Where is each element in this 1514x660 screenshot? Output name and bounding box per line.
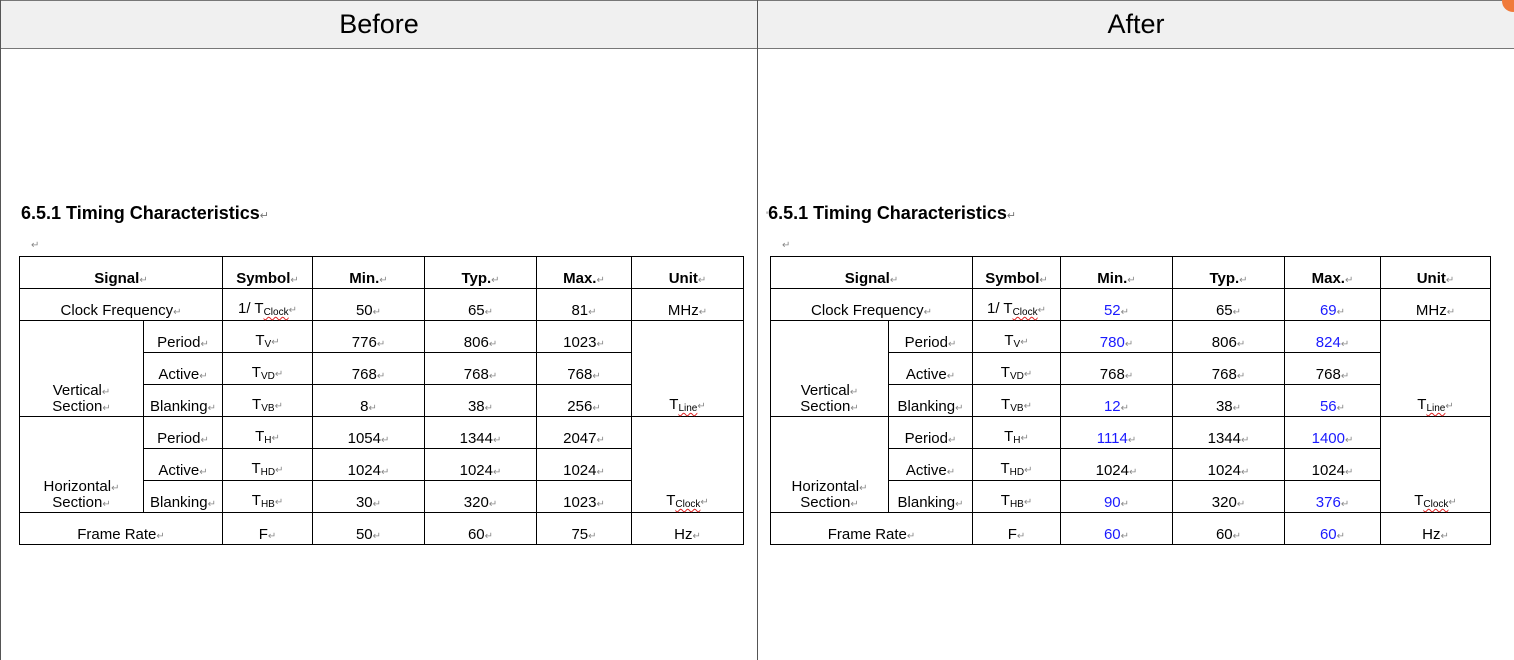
paragraph-mark: ↵ xyxy=(31,240,40,251)
symbol-cell: $T_{VB}↵$ xyxy=(973,385,1061,417)
column-header: Typ.↵ xyxy=(425,257,537,289)
typ-cell: 768↵ xyxy=(425,353,537,385)
table-row xyxy=(20,417,744,449)
min-cell: 776↵ xyxy=(313,321,425,353)
max-cell: 1023↵ xyxy=(537,321,632,353)
symbol-cell: F↵ xyxy=(223,513,313,545)
column-header: Unit↵ xyxy=(1381,257,1491,289)
unit-cell: $T_{Clock}↵$ xyxy=(632,417,744,513)
min-cell: 1054↵ xyxy=(313,417,425,449)
min-cell: 30↵ xyxy=(313,481,425,513)
typ-cell: 38↵ xyxy=(1173,385,1285,417)
signal-cell: Frame Rate↵ xyxy=(20,513,223,545)
signal-cell: Period↵ xyxy=(889,417,973,449)
max-cell: 376↵ xyxy=(1285,481,1381,513)
unit-cell: Hz↵ xyxy=(632,513,744,545)
min-cell: 8↵ xyxy=(313,385,425,417)
max-cell: 768↵ xyxy=(1285,353,1381,385)
typ-cell: 60↵ xyxy=(425,513,537,545)
before-timing-table xyxy=(19,256,744,545)
typ-cell: 60↵ xyxy=(1173,513,1285,545)
min-cell: 90↵ xyxy=(1061,481,1173,513)
max-cell: 1400↵ xyxy=(1285,417,1381,449)
signal-cell: Blanking↵ xyxy=(144,481,223,513)
typ-cell: 768↵ xyxy=(1173,353,1285,385)
min-cell: 50↵ xyxy=(313,289,425,321)
paragraph-mark: ↵ xyxy=(782,240,791,251)
min-cell: 1114↵ xyxy=(1061,417,1173,449)
min-cell: 1024↵ xyxy=(1061,449,1173,481)
min-cell: 1024↵ xyxy=(313,449,425,481)
after-timing-table xyxy=(770,256,1491,545)
typ-cell: 806↵ xyxy=(1173,321,1285,353)
max-cell: 1024↵ xyxy=(537,449,632,481)
typ-cell: 1024↵ xyxy=(1173,449,1285,481)
symbol-cell: F↵ xyxy=(973,513,1061,545)
unit-cell: Hz↵ xyxy=(1381,513,1491,545)
symbol-cell: $T_{HD}↵$ xyxy=(973,449,1061,481)
symbol-cell: $T_V↵$ xyxy=(223,321,313,353)
signal-cell: Period↵ xyxy=(889,321,973,353)
signal-cell: Active↵ xyxy=(144,353,223,385)
min-cell: 768↵ xyxy=(313,353,425,385)
symbol-cell: $T_{VD}↵$ xyxy=(223,353,313,385)
unit-cell: $T_{Line}↵$ xyxy=(1381,321,1491,417)
column-header: Typ.↵ xyxy=(1173,257,1285,289)
max-cell: 824↵ xyxy=(1285,321,1381,353)
max-cell: 256↵ xyxy=(537,385,632,417)
max-cell: 1023↵ xyxy=(537,481,632,513)
table-header-row xyxy=(20,257,744,289)
symbol-cell: $T_H↵$ xyxy=(973,417,1061,449)
table-row xyxy=(771,513,1491,545)
group-cell: Horizontal↵ Section↵ xyxy=(771,417,889,513)
max-cell: 60↵ xyxy=(1285,513,1381,545)
column-header: Signal↵ xyxy=(20,257,223,289)
max-cell: 81↵ xyxy=(537,289,632,321)
min-cell: 52↵ xyxy=(1061,289,1173,321)
typ-cell: 38↵ xyxy=(425,385,537,417)
after-section-title: '6.5.1 Timing Characteristics↵ xyxy=(766,203,1017,223)
group-cell: Vertical↵ Section↵ xyxy=(771,321,889,417)
group-cell: Vertical↵ Section↵ xyxy=(20,321,144,417)
min-cell: 780↵ xyxy=(1061,321,1173,353)
column-header: Max.↵ xyxy=(537,257,632,289)
table-row xyxy=(771,417,1491,449)
unit-cell: MHz↵ xyxy=(1381,289,1491,321)
typ-cell: 1024↵ xyxy=(425,449,537,481)
column-header: Unit↵ xyxy=(632,257,744,289)
typ-cell: 65↵ xyxy=(425,289,537,321)
symbol-cell: $T_H↵$ xyxy=(223,417,313,449)
group-cell: Horizontal↵ Section↵ xyxy=(20,417,144,513)
after-panel xyxy=(758,0,1514,660)
symbol-cell: 1/ $T_{Clock}↵$ xyxy=(973,289,1061,321)
symbol-cell: $T_{HB}↵$ xyxy=(223,481,313,513)
column-header: Min.↵ xyxy=(1061,257,1173,289)
column-header: Symbol↵ xyxy=(223,257,313,289)
typ-cell: 806↵ xyxy=(425,321,537,353)
unit-cell: $T_{Line}↵$ xyxy=(632,321,744,417)
signal-cell: Blanking↵ xyxy=(889,385,973,417)
typ-cell: 320↵ xyxy=(425,481,537,513)
after-header: After xyxy=(758,0,1514,49)
unit-cell: MHz↵ xyxy=(632,289,744,321)
before-header: Before xyxy=(1,0,757,49)
signal-cell: Period↵ xyxy=(144,321,223,353)
signal-cell: Blanking↵ xyxy=(889,481,973,513)
before-section-title: 6.5.1 Timing Characteristics↵ xyxy=(21,203,269,223)
symbol-cell: 1/ $T_{Clock}↵$ xyxy=(223,289,313,321)
min-cell: 60↵ xyxy=(1061,513,1173,545)
table-header-row xyxy=(771,257,1491,289)
max-cell: 768↵ xyxy=(537,353,632,385)
column-header: Min.↵ xyxy=(313,257,425,289)
column-header: Signal↵ xyxy=(771,257,973,289)
signal-cell: Blanking↵ xyxy=(144,385,223,417)
symbol-cell: $T_{HD}↵$ xyxy=(223,449,313,481)
typ-cell: 1344↵ xyxy=(1173,417,1285,449)
typ-cell: 1344↵ xyxy=(425,417,537,449)
signal-cell: Active↵ xyxy=(889,449,973,481)
min-cell: 50↵ xyxy=(313,513,425,545)
column-header: Symbol↵ xyxy=(973,257,1061,289)
column-header: Max.↵ xyxy=(1285,257,1381,289)
symbol-cell: $T_V↵$ xyxy=(973,321,1061,353)
signal-cell: Clock Frequency↵ xyxy=(771,289,973,321)
max-cell: 69↵ xyxy=(1285,289,1381,321)
max-cell: 1024↵ xyxy=(1285,449,1381,481)
min-cell: 768↵ xyxy=(1061,353,1173,385)
signal-cell: Period↵ xyxy=(144,417,223,449)
typ-cell: 65↵ xyxy=(1173,289,1285,321)
signal-cell: Active↵ xyxy=(144,449,223,481)
signal-cell: Frame Rate↵ xyxy=(771,513,973,545)
min-cell: 12↵ xyxy=(1061,385,1173,417)
table-row xyxy=(771,289,1491,321)
symbol-cell: $T_{HB}↵$ xyxy=(973,481,1061,513)
max-cell: 2047↵ xyxy=(537,417,632,449)
symbol-cell: $T_{VB}↵$ xyxy=(223,385,313,417)
table-row xyxy=(20,321,744,353)
signal-cell: Clock Frequency↵ xyxy=(20,289,223,321)
symbol-cell: $T_{VD}↵$ xyxy=(973,353,1061,385)
table-row xyxy=(771,321,1491,353)
table-row xyxy=(20,289,744,321)
table-row xyxy=(20,513,744,545)
typ-cell: 320↵ xyxy=(1173,481,1285,513)
max-cell: 56↵ xyxy=(1285,385,1381,417)
unit-cell: $T_{Clock}↵$ xyxy=(1381,417,1491,513)
signal-cell: Active↵ xyxy=(889,353,973,385)
max-cell: 75↵ xyxy=(537,513,632,545)
